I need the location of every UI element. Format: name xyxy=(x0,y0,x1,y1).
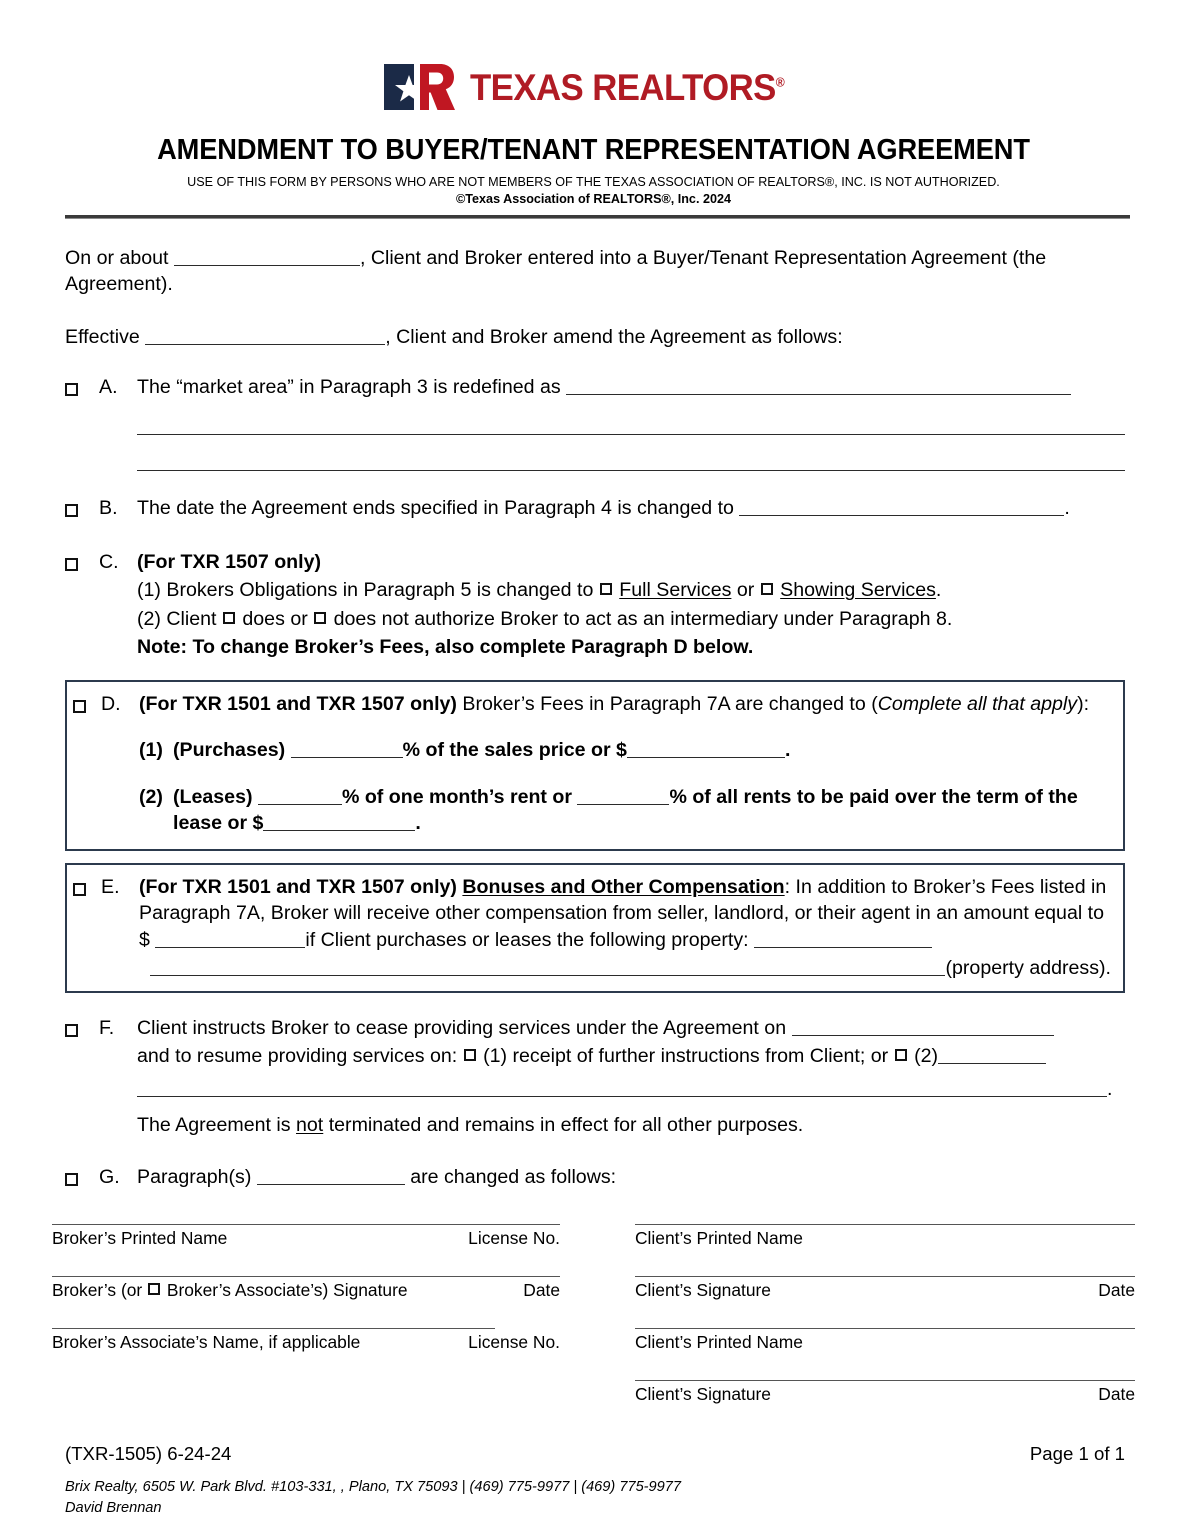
checkbox-g-icon[interactable] xyxy=(65,1173,78,1186)
signature-row xyxy=(635,1380,1135,1405)
client-signature-date-label-1: Date xyxy=(1098,1280,1135,1300)
item-c xyxy=(65,549,1125,660)
item-g-text-pre: Paragraph(s) xyxy=(137,1166,257,1189)
item-a-blank-1[interactable] xyxy=(566,374,1071,395)
item-e-amount-blank[interactable] xyxy=(155,927,305,948)
item-d-letter: D. xyxy=(101,693,121,716)
checkbox-e-icon[interactable] xyxy=(73,883,86,896)
client-signature-label-2: Client’s Signature xyxy=(635,1384,771,1404)
item-c-letter: C. xyxy=(99,551,119,574)
date-blank-effective[interactable] xyxy=(145,324,385,345)
item-d-percent-month-rent-blank[interactable] xyxy=(258,784,342,805)
checkbox-full-services-icon[interactable] xyxy=(600,583,612,595)
item-c-sub2-opt1: does or xyxy=(236,607,314,630)
item-d-box xyxy=(65,680,1125,851)
signature-row xyxy=(52,1276,560,1301)
item-e-body-2: if Client purchases or leases the following property: xyxy=(305,928,755,951)
item-e-box xyxy=(65,863,1125,993)
item-g-text-post: are changed as follows: xyxy=(404,1166,617,1189)
item-d-sub1-c: . xyxy=(784,739,791,762)
page-title: AMENDMENT TO BUYER/TENANT REPRESENTATION AGREEMENT xyxy=(157,134,1030,166)
client-printed-name-label-2: Client’s Printed Name xyxy=(635,1332,803,1352)
checkbox-f-icon[interactable] xyxy=(65,1024,78,1037)
agent-name-line: David Brennan xyxy=(65,1499,162,1516)
checkbox-b-wrap[interactable] xyxy=(65,495,99,525)
item-c-sub1-pre: (1) Brokers Obligations in Paragraph 5 is changed to xyxy=(137,579,599,602)
item-d xyxy=(73,691,1111,836)
checkbox-c-icon[interactable] xyxy=(65,558,78,571)
item-g xyxy=(65,1164,1125,1194)
signature-block xyxy=(52,1224,1135,1432)
item-f-line3 xyxy=(137,1076,1125,1102)
checkbox-d-icon[interactable] xyxy=(73,700,86,713)
intro-1-prefix: On or about xyxy=(65,247,174,269)
item-d-intro xyxy=(139,691,1111,717)
checkbox-g-wrap[interactable] xyxy=(65,1164,99,1194)
item-c-note: Note: To change Broker’s Fees, also complete Paragraph D below. xyxy=(137,635,754,658)
item-f-resume-blank-2[interactable] xyxy=(137,1076,1107,1097)
signature-column-broker xyxy=(52,1224,560,1432)
item-e-property-blank-2[interactable] xyxy=(150,955,945,976)
item-e xyxy=(73,874,1111,981)
intro-paragraph-2 xyxy=(65,324,1125,350)
item-f-line2-opt2: (2) xyxy=(908,1045,939,1068)
signature-row xyxy=(635,1276,1135,1301)
item-c-sub2-pre: (2) Client xyxy=(137,607,222,630)
item-b-text: The date the Agreement ends specified in Paragraph 4 is changed to xyxy=(137,496,734,519)
item-c-sub1 xyxy=(137,577,1125,603)
item-d-sub1-b: % of the sales price or $ xyxy=(402,739,627,762)
form-id: (TXR-1505) 6-24-24 xyxy=(65,1443,232,1464)
item-b-punct: . xyxy=(1064,496,1070,519)
checkbox-broker-associate-icon[interactable] xyxy=(148,1283,160,1295)
item-f xyxy=(65,1015,1125,1138)
page-footer xyxy=(65,1443,1125,1518)
item-d-amount-lease-blank[interactable] xyxy=(263,810,415,831)
item-d-body-pre: Broker’s Fees in Paragraph 7A are changed to ( xyxy=(456,693,878,716)
checkbox-b-icon[interactable] xyxy=(65,504,78,517)
item-d-amount-purchases-blank[interactable] xyxy=(627,737,785,758)
item-b xyxy=(65,495,1125,525)
item-f-emphasis-not: not xyxy=(296,1113,324,1136)
brand-wordmark: TEXAS REALTORS® xyxy=(470,66,785,108)
item-a-row1 xyxy=(137,374,1125,400)
item-b-row xyxy=(137,495,1125,521)
item-e-body-3: (property address). xyxy=(945,956,1111,979)
item-e-body-1: : In addition to Broker’s Fees listed in Paragraph 7A, Broker will receive other compensation from seller, landlord, or their agent in an amount equal to $ xyxy=(139,876,1107,951)
client-signature-date-label-2: Date xyxy=(1098,1384,1135,1404)
item-a xyxy=(65,374,1125,471)
item-d-sub2-b: % of one month’s rent or xyxy=(341,785,578,808)
item-f-resume-blank-1[interactable] xyxy=(938,1043,1046,1064)
item-d-heading: (For TXR 1501 and TXR 1507 only) xyxy=(139,693,457,716)
item-c-heading: (For TXR 1507 only) xyxy=(137,551,321,574)
item-d-sub2 xyxy=(139,784,1111,837)
usage-notice: USE OF THIS FORM BY PERSONS WHO ARE NOT MEMBERS OF THE TEXAS ASSOCIATION OF REALTORS®, INC. IS NOT AUTHORIZED. xyxy=(187,174,1000,189)
item-d-percent-purchases-blank[interactable] xyxy=(291,737,403,758)
item-c-sub2-opt2: does not authorize Broker to act as an intermediary under Paragraph 8. xyxy=(328,607,953,630)
item-g-paragraphs-blank[interactable] xyxy=(257,1164,405,1185)
date-blank-on-or-about[interactable] xyxy=(174,245,360,266)
item-d-percent-all-rents-blank[interactable] xyxy=(577,784,669,805)
item-c-sub1-end: . xyxy=(935,579,942,602)
item-c-sub1-mid: or xyxy=(731,579,760,602)
item-d-sub2-num: (2) xyxy=(139,785,163,808)
intro-2-suffix: , Client and Broker amend the Agreement as follows: xyxy=(385,325,843,348)
signature-column-client xyxy=(635,1224,1135,1432)
item-f-line4-post: terminated and remains in effect for all other purposes. xyxy=(323,1113,804,1136)
item-e-last-line xyxy=(139,955,1111,981)
header-divider xyxy=(65,215,1130,219)
checkbox-resume-other-icon[interactable] xyxy=(895,1049,907,1061)
form-body xyxy=(0,245,1187,1194)
intro-paragraph-1 xyxy=(65,245,1125,298)
checkbox-c-wrap[interactable] xyxy=(65,549,99,579)
checkbox-does-not-authorize-icon[interactable] xyxy=(314,612,326,624)
client-signature-label-1: Client’s Signature xyxy=(635,1280,771,1300)
broker-associate-license-label: License No. xyxy=(468,1332,560,1352)
item-e-property-blank-1[interactable] xyxy=(754,927,932,948)
checkbox-d-wrap[interactable] xyxy=(73,691,101,721)
item-g-row xyxy=(137,1164,1125,1190)
checkbox-a-icon[interactable] xyxy=(65,383,78,396)
item-d-sub1-a: (Purchases) xyxy=(173,739,291,762)
signature-row xyxy=(52,1328,560,1353)
item-e-heading: (For TXR 1501 and TXR 1507 only) xyxy=(139,876,463,899)
office-info-line: Brix Realty, 6505 W. Park Blvd. #103-331, , Plano, TX 75093 | (469) 775-9977 | (469) 775-9977 xyxy=(65,1479,682,1495)
broker-associate-name-label: Broker’s Associate’s Name, if applicable xyxy=(52,1332,361,1352)
broker-signature-label: Broker’s (or Broker’s Associate’s) Signature xyxy=(52,1280,408,1300)
item-e-letter: E. xyxy=(101,876,120,899)
texas-realtors-logo-icon xyxy=(382,62,456,112)
broker-printed-name-label: Broker’s Printed Name xyxy=(52,1228,228,1248)
copyright-notice: ©Texas Association of REALTORS®, Inc. 2024 xyxy=(456,192,731,206)
item-e-subject: Bonuses and Other Compensation xyxy=(462,876,785,899)
brand-header xyxy=(0,0,1187,112)
item-f-line4-pre: The Agreement is xyxy=(137,1113,297,1136)
item-b-letter: B. xyxy=(99,496,118,519)
item-c-sub2 xyxy=(137,606,1125,632)
item-d-body-italic: Complete all that apply xyxy=(877,693,1078,716)
item-e-body xyxy=(139,874,1111,953)
item-a-blank-3[interactable] xyxy=(137,443,1125,470)
checkbox-does-authorize-icon[interactable] xyxy=(223,612,235,624)
item-d-sub2-d: . xyxy=(415,811,421,834)
checkbox-a-wrap[interactable] xyxy=(65,374,99,404)
intro-1-suffix: , Client and Broker entered into a Buyer/Tenant Representation Agreement (the Agreement). xyxy=(65,247,1047,296)
page-number: Page 1 of 1 xyxy=(1029,1443,1125,1464)
option-showing-services[interactable]: Showing Services xyxy=(780,579,936,602)
intro-2-prefix: Effective xyxy=(65,325,146,348)
item-b-blank[interactable] xyxy=(739,495,1064,516)
item-a-blank-2[interactable] xyxy=(137,408,1125,435)
item-a-letter: A. xyxy=(99,375,118,398)
item-f-line2-opt1: (1) receipt of further instructions from Client; or xyxy=(477,1045,894,1068)
item-f-line1-text: Client instructs Broker to cease providing services under the Agreement on xyxy=(137,1017,787,1040)
broker-signature-date-label: Date xyxy=(523,1280,560,1300)
item-f-line2 xyxy=(137,1043,1125,1069)
item-f-letter: F. xyxy=(99,1017,115,1040)
broker-license-no-label: License No. xyxy=(468,1228,560,1248)
item-f-cease-date-blank[interactable] xyxy=(792,1015,1054,1036)
item-f-punct: . xyxy=(1107,1077,1113,1100)
item-d-sub2-c: % of all rents to be paid over the term of the lease or $ xyxy=(173,785,1078,834)
item-f-line4 xyxy=(137,1112,1125,1138)
item-d-body-post: ): xyxy=(1077,693,1090,716)
item-a-text: The “market area” in Paragraph 3 is redefined as xyxy=(137,375,561,398)
checkbox-f-wrap[interactable] xyxy=(65,1015,99,1045)
item-d-sub2-a: (Leases) xyxy=(173,785,258,808)
option-full-services[interactable]: Full Services xyxy=(619,579,732,602)
signature-row xyxy=(52,1224,560,1249)
item-g-letter: G. xyxy=(99,1166,120,1189)
item-f-line2-pre: and to resume providing services on: xyxy=(137,1045,463,1068)
checkbox-resume-instructions-icon[interactable] xyxy=(464,1049,476,1061)
checkbox-e-wrap[interactable] xyxy=(73,874,101,904)
item-d-sub1 xyxy=(139,737,1111,763)
signature-row xyxy=(635,1224,1135,1249)
item-d-sub1-num: (1) xyxy=(139,739,163,762)
item-f-line1 xyxy=(137,1015,1125,1041)
trademark-symbol: ® xyxy=(776,74,785,90)
client-printed-name-label-1: Client’s Printed Name xyxy=(635,1228,803,1248)
checkbox-showing-services-icon[interactable] xyxy=(761,583,773,595)
signature-row xyxy=(635,1328,1135,1353)
